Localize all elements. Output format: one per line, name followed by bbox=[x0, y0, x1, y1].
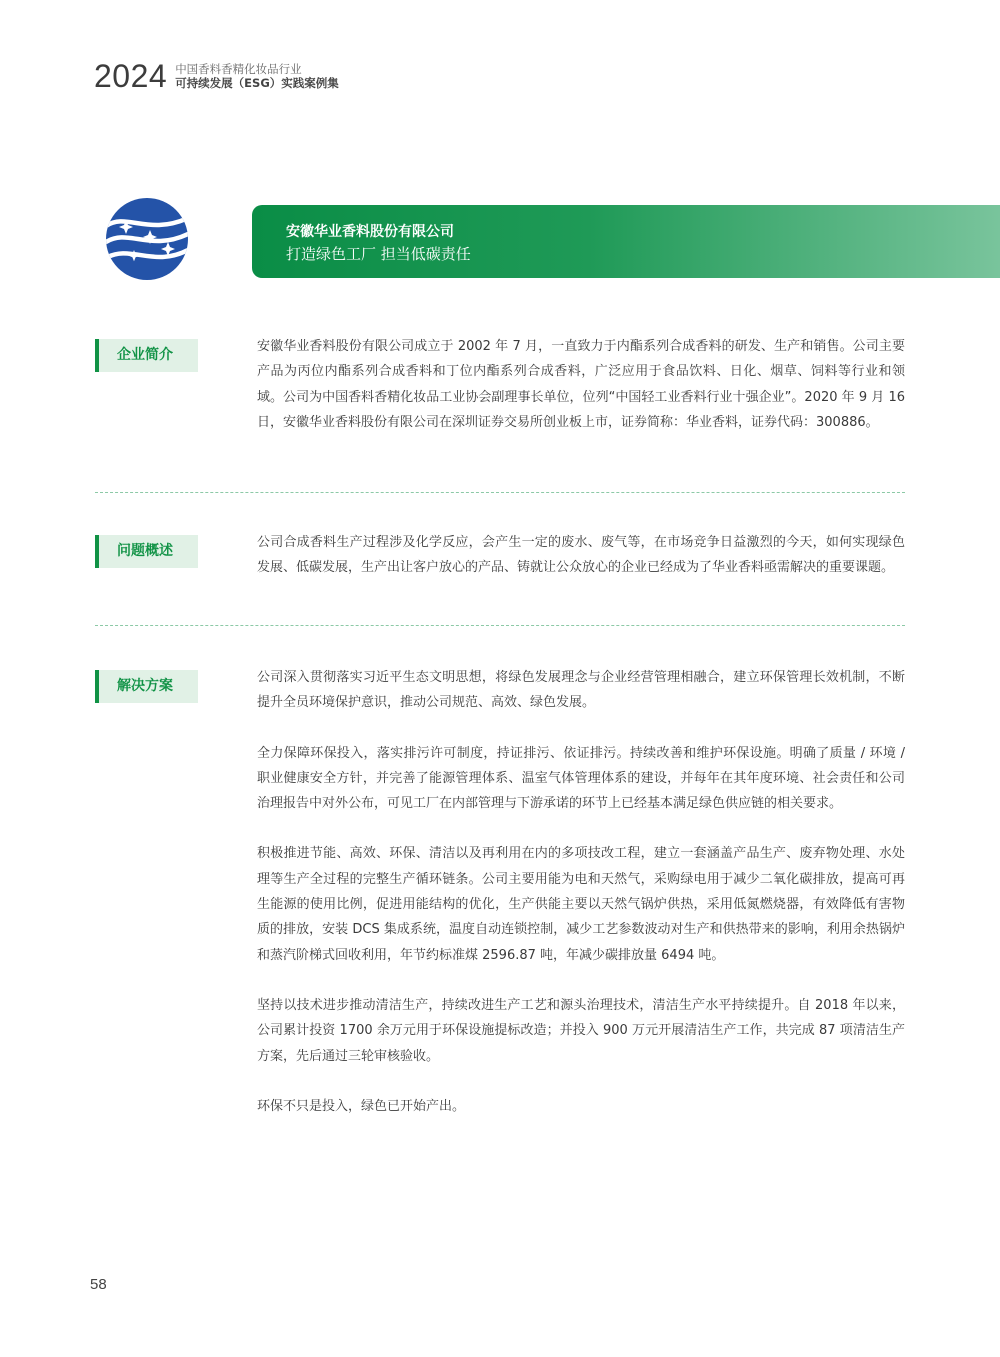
section-label-solution: 解决方案 bbox=[95, 670, 198, 703]
paragraph: 坚持以技术进步推动清洁生产，持续改进生产工艺和源头治理技术，清洁生产水平持续提升。自 2018 年以来，公司累计投资 1700 余万元用于环保设施提标改造；并投入 900 万元开展清洁生产工作，共完成 87 项清洁生产方案，先后通过三轮审核验收。 bbox=[257, 997, 905, 1064]
paragraph: 积极推进节能、高效、环保、清洁以及再利用在内的多项技改工程，建立一套涵盖产品生产、废弃物处理、水处理等生产全过程的完整生产循环链条。公司主要用能为电和天然气，采购绿电用于减少二氧化碳排放，提高可再生能源的使用比例，促进用能结构的优化，生产供能主要以天然气锅炉供热，采用低氮燃烧器，有效降低有害物质的排放，安装 DCS 集成系统，温度自动连锁控制，减少工艺参数波动对生产和供热带来的影响，利用余热锅炉和蒸汽阶梯式回收利用，年节约标准煤 2596.87 吨，年减少碳排放量 6494 吨。 bbox=[257, 846, 905, 963]
section-text-solution bbox=[257, 665, 905, 1144]
company-name: 安徽华业香料股份有限公司 bbox=[286, 224, 454, 240]
section-label-intro: 企业简介 bbox=[95, 339, 198, 372]
divider bbox=[95, 625, 905, 626]
paragraph: 安徽华业香料股份有限公司成立于 2002 年 7 月，一直致力于内酯系列合成香料的研发、生产和销售。公司主要产品为丙位内酯系列合成香料和丁位内酯系列合成香料，广泛应用于食品饮料、日化、烟草、饲料等行业和领域。公司为中国香料香精化妆品工业协会副理事长单位，位列“中国轻工业香料行业十强企业”。2020 年 9 月 16 日，安徽华业香料股份有限公司在深圳证券交易所创业板上市，证券简称：华业香料，证券代码：300886。 bbox=[257, 339, 905, 430]
header-line2: 可持续发展（ESG）实践案例集 bbox=[175, 75, 339, 90]
section-text-problem bbox=[257, 530, 905, 606]
paragraph: 环保不只是投入，绿色已开始产出。 bbox=[257, 1098, 466, 1114]
company-slogan: 打造绿色工厂 担当低碳责任 bbox=[286, 245, 471, 263]
paragraph: 全力保障环保投入，落实排污许可制度，持证排污、依证排污。持续改善和维护环保设施。明确了质量 / 环境 / 职业健康安全方针，并完善了能源管理体系、温室气体管理体系的建设，并每年在其年度环境、社会责任和公司治理报告中对外公布，可见工厂在内部管理与下游承诺的环节上已经基本满足绿色供应链的相关要求。 bbox=[257, 745, 905, 812]
page-header bbox=[94, 60, 339, 92]
paragraph: 公司深入贯彻落实习近平生态文明思想，将绿色发展理念与企业经营管理相融合，建立环保管理长效机制，不断提升全员环境保护意识，推动公司规范、高效、绿色发展。 bbox=[257, 670, 905, 711]
huaye-logo-icon bbox=[104, 196, 190, 282]
company-banner bbox=[252, 205, 1000, 278]
section-label-problem: 问题概述 bbox=[95, 535, 198, 568]
header-year: 2024 bbox=[94, 58, 168, 94]
page-number: 58 bbox=[90, 1276, 107, 1293]
paragraph: 公司合成香料生产过程涉及化学反应，会产生一定的废水、废气等，在市场竞争日益激烈的今天，如何实现绿色发展、低碳发展，生产出让客户放心的产品、铸就让公众放心的企业已经成为了华业香料亟需解决的重要课题。 bbox=[257, 535, 905, 576]
section-text-intro bbox=[257, 334, 905, 460]
header-line1: 中国香料香精化妆品行业 bbox=[175, 61, 302, 76]
divider bbox=[95, 492, 905, 493]
header-titles bbox=[175, 62, 339, 91]
